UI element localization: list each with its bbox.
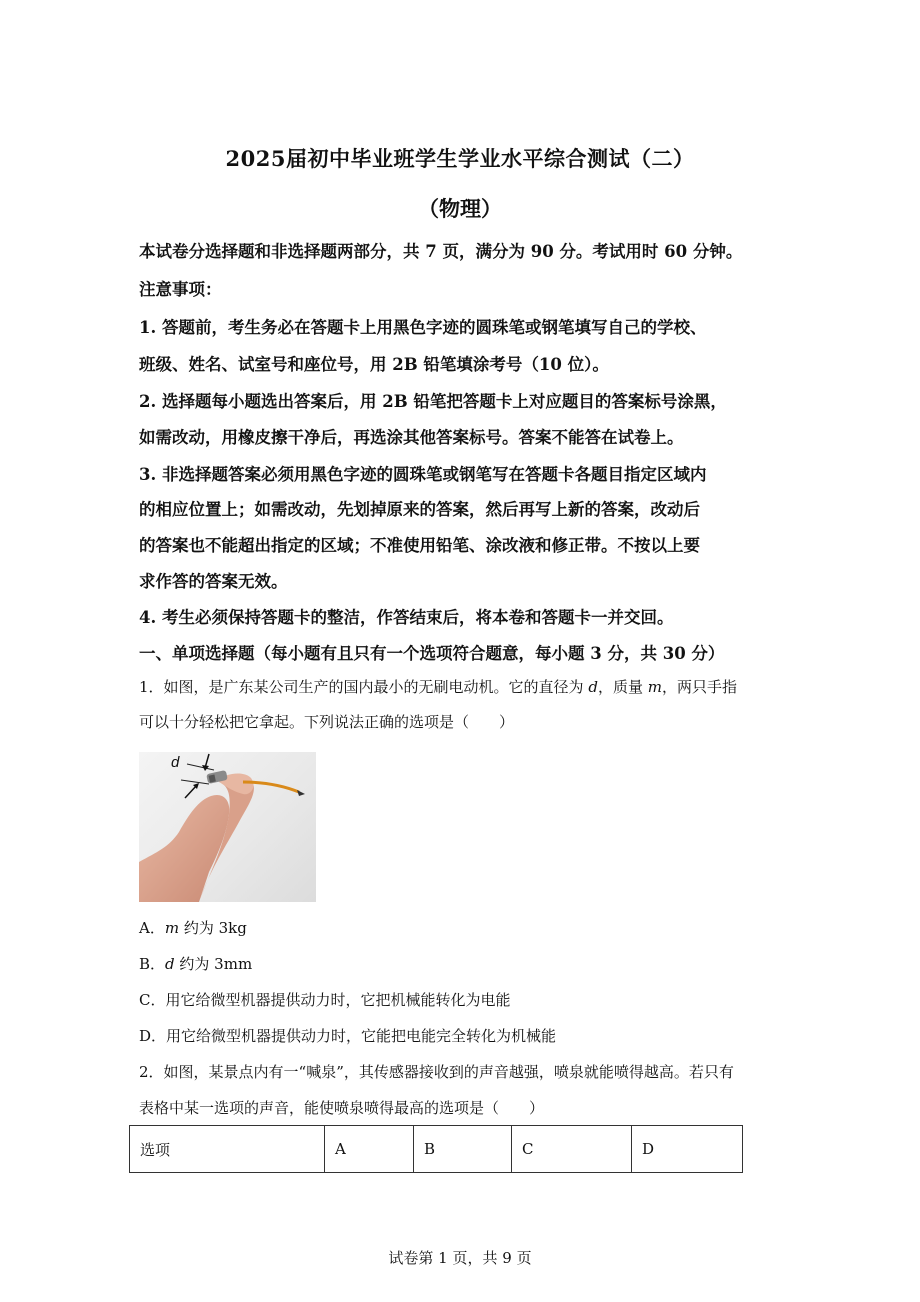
q2-options-table [129, 1125, 743, 1173]
table-cell: C [512, 1126, 632, 1173]
q1-stem-text: ，质量 [597, 678, 648, 696]
notice-line: 的答案也不能超出指定的区域；不准使用铅笔、涂改液和修正带。不按以上要 [139, 536, 700, 555]
figure-label-d: d [171, 754, 180, 771]
q1-var-d: d [588, 678, 598, 696]
notice-line: 2. 选择题每小题选出答案后，用 2B 铅笔把答题卡上对应题目的答案标号涂黑， [139, 392, 727, 411]
q1-stem-text: ，两只手指 [661, 678, 737, 696]
q2-stem-line1: 2．如图，某景点内有一“喊泉”，其传感器接收到的声音越强，喷泉就能喷得越高。若只有 [139, 1063, 734, 1081]
q1-option-b [139, 953, 252, 974]
page-footer: 试卷第 1 页，共 9 页 [388, 1249, 532, 1267]
table-cell: A [325, 1126, 414, 1173]
notice-line: 求作答的答案无效。 [139, 572, 288, 591]
notice-line: 1. 答题前，考生务必在答题卡上用黑色字迹的圆珠笔或钢笔填写自己的学校、 [139, 318, 707, 337]
notice-heading: 注意事项： [139, 280, 222, 299]
notice-line: 3. 非选择题答案必须用黑色字迹的圆珠笔或钢笔写在答题卡各题目指定区域内 [139, 465, 707, 484]
motor-fingers-illustration [139, 752, 316, 902]
table-cell: 选项 [130, 1126, 325, 1173]
table-row [130, 1126, 743, 1173]
option-text: 约为 3mm [174, 955, 253, 973]
exam-intro: 本试卷分选择题和非选择题两部分，共 7 页，满分为 90 分。考试用时 60 分钟。 [139, 242, 743, 261]
q1-stem-text: 1．如图，是广东某公司生产的国内最小的无刷电动机。它的直径为 [139, 678, 589, 696]
q1-option-a [139, 917, 247, 938]
notice-line: 班级、姓名、试室号和座位号，用 2B 铅笔填涂考号（10 位）。 [139, 355, 609, 374]
section-heading: 一、单项选择题（每小题有且只有一个选项符合题意，每小题 3 分，共 30 分） [139, 644, 725, 663]
q1-stem-line1 [139, 676, 737, 697]
exam-title: 2025届初中毕业班学生学业水平综合测试（二） [225, 146, 695, 171]
q1-option-d: D．用它给微型机器提供动力时，它能把电能完全转化为机械能 [139, 1027, 557, 1045]
option-label: A． [139, 919, 165, 937]
notice-line: 4. 考生必须保持答题卡的整洁，作答结束后，将本卷和答题卡一并交回。 [139, 608, 674, 627]
option-var: d [165, 955, 175, 973]
q2-stem-line2: 表格中某一选项的声音，能使喷泉喷得最高的选项是（ ） [139, 1099, 545, 1117]
option-text: 约为 3kg [179, 919, 247, 937]
notice-line: 的相应位置上；如需改动，先划掉原来的答案，然后再写上新的答案，改动后 [139, 500, 700, 519]
table-cell: D [632, 1126, 743, 1173]
exam-subject: （物理） [418, 196, 502, 221]
motor-photo [139, 752, 316, 902]
q1-option-c: C．用它给微型机器提供动力时，它把机械能转化为电能 [139, 991, 511, 1009]
table-cell: B [414, 1126, 512, 1173]
notice-line: 如需改动，用橡皮擦干净后，再选涂其他答案标号。答案不能答在试卷上。 [139, 428, 684, 447]
option-var: m [164, 919, 180, 937]
q1-stem-line2: 可以十分轻松把它拿起。下列说法正确的选项是（ ） [139, 713, 515, 731]
q1-var-m: m [647, 678, 662, 696]
option-label: B． [139, 955, 166, 973]
